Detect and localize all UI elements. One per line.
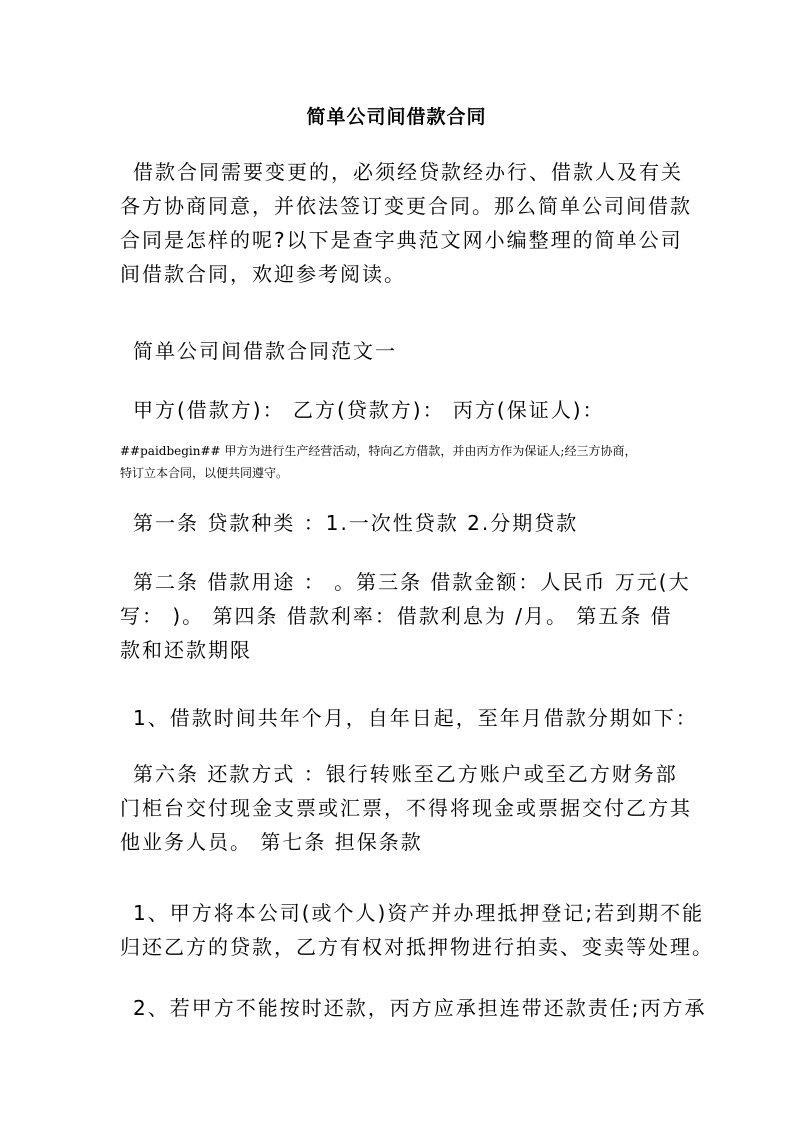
intro-line: 各方协商同意，并依法签订变更合同。那么简单公司间借款 (120, 194, 692, 218)
article-line: 第六条 还款方式 ：银行转账至乙方账户或至乙方财务部 (133, 762, 678, 786)
preamble-paragraph (120, 440, 678, 484)
articles-2-5-paragraph (120, 565, 691, 667)
article-line: 第二条 借款用途 ： 。第三条 借款金额：人民币 万元(大 (133, 570, 691, 594)
guarantee-1-paragraph (120, 896, 714, 964)
article-line: 他业务人员。 第七条 担保条款 (120, 830, 423, 854)
guarantee-line: 1、甲方将本公司(或个人)资产并办理抵押登记;若到期不能 (133, 901, 705, 925)
intro-line: 间借款合同，欢迎参考阅读。 (120, 262, 406, 286)
section-heading: 简单公司间借款合同范文一 (133, 339, 397, 363)
parties-line: 甲方(借款方)： 乙方(贷款方)： 丙方(保证人)： (133, 398, 605, 422)
article-1: 第一条 贷款种类 ：1.一次性贷款 2.分期贷款 (133, 511, 579, 535)
document-title: 简单公司间借款合同 (306, 106, 487, 128)
intro-line: 合同是怎样的呢?以下是查字典范文网小编整理的简单公司 (120, 228, 683, 252)
intro-line: 借款合同需要变更的，必须经贷款经办行、借款人及有关 (133, 160, 683, 184)
term-1: 1、借款时间共年个月，自年日起，至年月借款分期如下： (133, 706, 698, 730)
intro-paragraph (120, 155, 692, 291)
article-line: 款和还款期限 (120, 638, 252, 662)
guarantee-line: 归还乙方的贷款，乙方有权对抵押物进行拍卖、变卖等处理。 (120, 935, 714, 959)
article-line: 门柜台交付现金支票或汇票，不得将现金或票据交付乙方其 (120, 796, 692, 820)
guarantee-2-paragraph: 2、若甲方不能按时还款，丙方应承担连带还款责任;丙方承 (133, 996, 707, 1020)
articles-6-7-paragraph (120, 757, 692, 859)
article-line: 写： )。 第四条 借款利率：借款利息为 /月。 第五条 借 (120, 604, 673, 628)
preamble-line: ##paidbegin## 甲方为进行生产经营活动，特向乙方借款，并由丙方作为保证人;经三方协商， (120, 444, 637, 458)
preamble-line: 特订立本合同，以便共同遵守。 (120, 466, 289, 480)
